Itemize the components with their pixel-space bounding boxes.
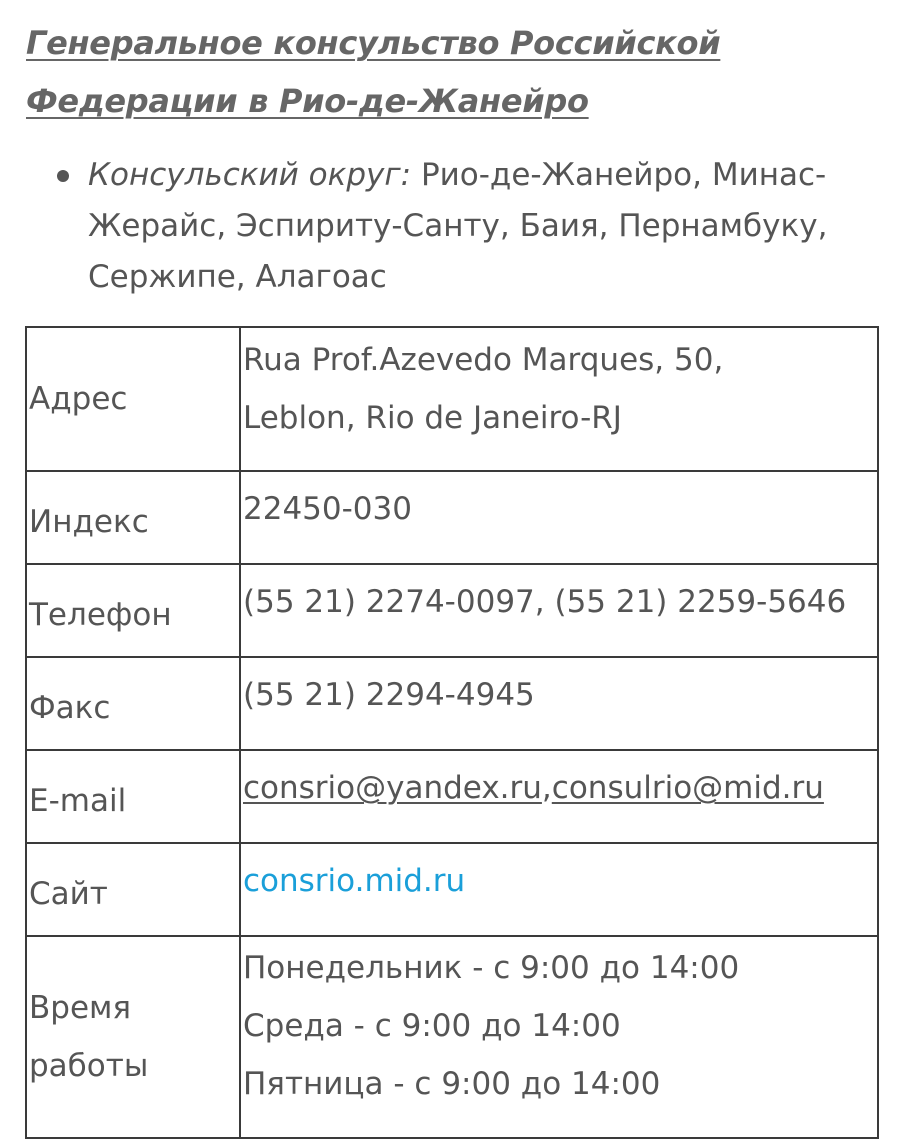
- heading-line-1: Генеральное консульство Российской: [26, 24, 721, 62]
- email-link-mid[interactable]: consulrio@mid.ru: [551, 770, 824, 806]
- consular-district-item: [30, 150, 870, 303]
- address-line-2: Leblon, Rio de Janeiro-RJ: [243, 400, 622, 436]
- address-line-1: Rua Prof.Azevedo Marques, 50,: [243, 342, 724, 378]
- table-row: [26, 936, 878, 1138]
- index-value: 22450-030: [240, 471, 878, 564]
- email-link-yandex[interactable]: consrio@yandex.ru: [243, 770, 542, 806]
- table-row: [26, 750, 878, 843]
- table-row: [26, 327, 878, 471]
- district-value: Рио-де-Жанейро, Минас-Жерайс, Эспириту-Санту, Баия, Пернамбуку, Сержипе, Алагоас: [88, 157, 828, 295]
- table-row: [26, 843, 878, 936]
- bullet-icon: [57, 170, 69, 182]
- table-row: [26, 564, 878, 657]
- table-row: [26, 657, 878, 750]
- district-label: Консульский округ:: [88, 157, 412, 193]
- address-label: Адрес: [26, 327, 240, 471]
- phone-value: (55 21) 2274-0097, (55 21) 2259-5646: [240, 564, 878, 657]
- fax-label: Факс: [26, 657, 240, 750]
- consulate-heading-link[interactable]: [26, 14, 886, 130]
- hours-label: [26, 936, 240, 1138]
- hours-line-wednesday: Среда - с 9:00 до 14:00: [243, 1008, 621, 1044]
- email-separator: ,: [541, 770, 552, 806]
- contact-info-table: [25, 326, 879, 1139]
- consular-district-list: [30, 150, 870, 303]
- hours-label-line-1: Время: [29, 990, 132, 1026]
- phone-label: Телефон: [26, 564, 240, 657]
- email-value: [240, 750, 878, 843]
- email-label: E-mail: [26, 750, 240, 843]
- site-link[interactable]: consrio.mid.ru: [243, 863, 466, 899]
- hours-label-line-2: работы: [29, 1048, 149, 1084]
- heading-line-2: Федерации в Рио-де-Жанейро: [26, 82, 589, 120]
- table-row: [26, 471, 878, 564]
- address-value: [240, 327, 878, 471]
- site-value: [240, 843, 878, 936]
- site-label: Сайт: [26, 843, 240, 936]
- hours-line-friday: Пятница - с 9:00 до 14:00: [243, 1066, 661, 1102]
- hours-value: [240, 936, 878, 1138]
- fax-value: (55 21) 2294-4945: [240, 657, 878, 750]
- index-label: Индекс: [26, 471, 240, 564]
- hours-line-monday: Понедельник - с 9:00 до 14:00: [243, 950, 740, 986]
